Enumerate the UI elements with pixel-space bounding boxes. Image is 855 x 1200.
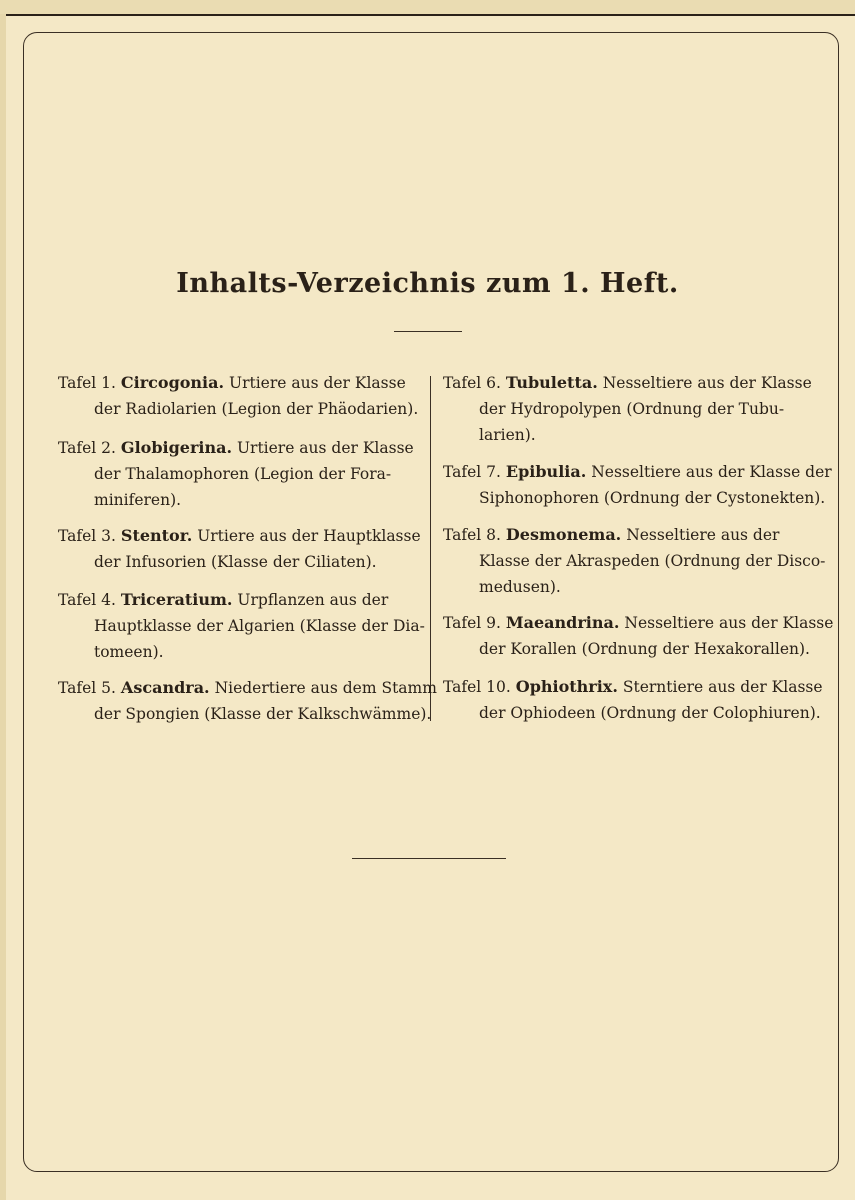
plate-number: Tafel 7.: [443, 463, 501, 481]
plate-number: Tafel 5.: [58, 679, 116, 697]
toc-entry-tafel-1: [58, 370, 420, 422]
entry-first-line: [58, 435, 420, 461]
closing-rule: [352, 858, 506, 859]
entry-first-line: [58, 675, 437, 701]
entry-text-line: der Korallen (Ordnung der Hexakorallen).: [479, 640, 810, 658]
entry-text-line: der Infusorien (Klasse der Ciliaten).: [94, 553, 377, 571]
entry-text-line: miniferen).: [94, 491, 182, 509]
entry-text-line: larien).: [479, 426, 536, 444]
entry-first-line: [58, 370, 420, 396]
entry-text-line: der Ophiodeen (Ordnung der Colophiuren).: [479, 704, 821, 722]
plate-number: Tafel 2.: [58, 439, 116, 457]
plate-name: Circogonia.: [120, 373, 225, 392]
entry-text: Nesseltiere aus der Klasse der: [591, 463, 832, 481]
toc-entry-tafel-2: [58, 435, 420, 513]
entry-text: Sterntiere aus der Klasse: [622, 678, 823, 696]
entry-first-line: [58, 523, 420, 549]
entry-first-line: [443, 370, 812, 396]
plate-name: Stentor.: [120, 526, 193, 545]
entry-first-line: [443, 522, 808, 548]
toc-entry-tafel-3: [58, 523, 420, 575]
plate-name: Ophiothrix.: [515, 677, 618, 696]
plate-number: Tafel 6.: [443, 374, 501, 392]
plate-number: Tafel 4.: [58, 591, 116, 609]
entry-first-line: [58, 587, 420, 613]
entry-text-line: der Spongien (Klasse der Kalkschwämme).: [94, 705, 432, 723]
toc-entry-tafel-6: [443, 370, 812, 448]
entry-text: Urtiere aus der Hauptklasse: [197, 527, 421, 545]
entry-text-line: der Thalamophoren (Legion der Fora-: [94, 465, 392, 483]
entry-text: Urtiere aus der Klasse: [236, 439, 414, 457]
toc-entry-tafel-7: [443, 459, 832, 511]
plate-name: Desmonema.: [505, 525, 622, 544]
entry-text: Urpflanzen aus der: [237, 591, 389, 609]
entry-text-line: der Radiolarien (Legion der Phäodarien).: [94, 400, 419, 418]
entry-text-line: Hauptklasse der Algarien (Klasse der Dia-: [94, 617, 425, 635]
entry-text: Nesseltiere aus der Klasse: [624, 614, 834, 632]
plate-name: Maeandrina.: [505, 613, 620, 632]
plate-number: Tafel 8.: [443, 526, 501, 544]
entry-text: Urtiere aus der Klasse: [229, 374, 406, 392]
column-divider: [430, 376, 431, 721]
page-left-edge: [0, 14, 6, 1200]
entry-first-line: [443, 674, 823, 700]
entry-text: Nesseltiere aus der Klasse: [602, 374, 812, 392]
toc-entry-tafel-8: [443, 522, 826, 600]
entry-text-line: Klasse der Akraspeden (Ordnung der Disco-: [479, 552, 826, 570]
plate-name: Epibulia.: [505, 462, 587, 481]
plate-name: Ascandra.: [120, 678, 210, 697]
entry-text: Nesseltiere aus der: [626, 526, 780, 544]
entry-text-line: tomeen).: [94, 643, 164, 661]
entry-text-line: Siphonophoren (Ordnung der Cystonekten).: [479, 489, 826, 507]
entry-text-line: medusen).: [479, 578, 561, 596]
toc-entry-tafel-4: [58, 587, 425, 665]
toc-entry-tafel-10: [443, 674, 823, 726]
plate-number: Tafel 10.: [443, 678, 511, 696]
plate-number: Tafel 9.: [443, 614, 501, 632]
page-title: Inhalts-Verzeichnis zum 1. Heft.: [176, 268, 679, 299]
plate-name: Triceratium.: [120, 590, 233, 609]
toc-entry-tafel-5: [58, 675, 437, 727]
title-rule: [394, 331, 462, 332]
plate-number: Tafel 3.: [58, 527, 116, 545]
entry-first-line: [443, 459, 832, 485]
entry-text-line: der Hydropolypen (Ordnung der Tubu-: [479, 400, 785, 418]
entry-first-line: [443, 610, 834, 636]
plate-number: Tafel 1.: [58, 374, 116, 392]
entry-text: Niedertiere aus dem Stamm: [214, 679, 437, 697]
plate-name: Globigerina.: [120, 438, 233, 457]
plate-name: Tubuletta.: [505, 373, 598, 392]
toc-entry-tafel-9: [443, 610, 834, 662]
page-top-edge: [0, 0, 855, 16]
